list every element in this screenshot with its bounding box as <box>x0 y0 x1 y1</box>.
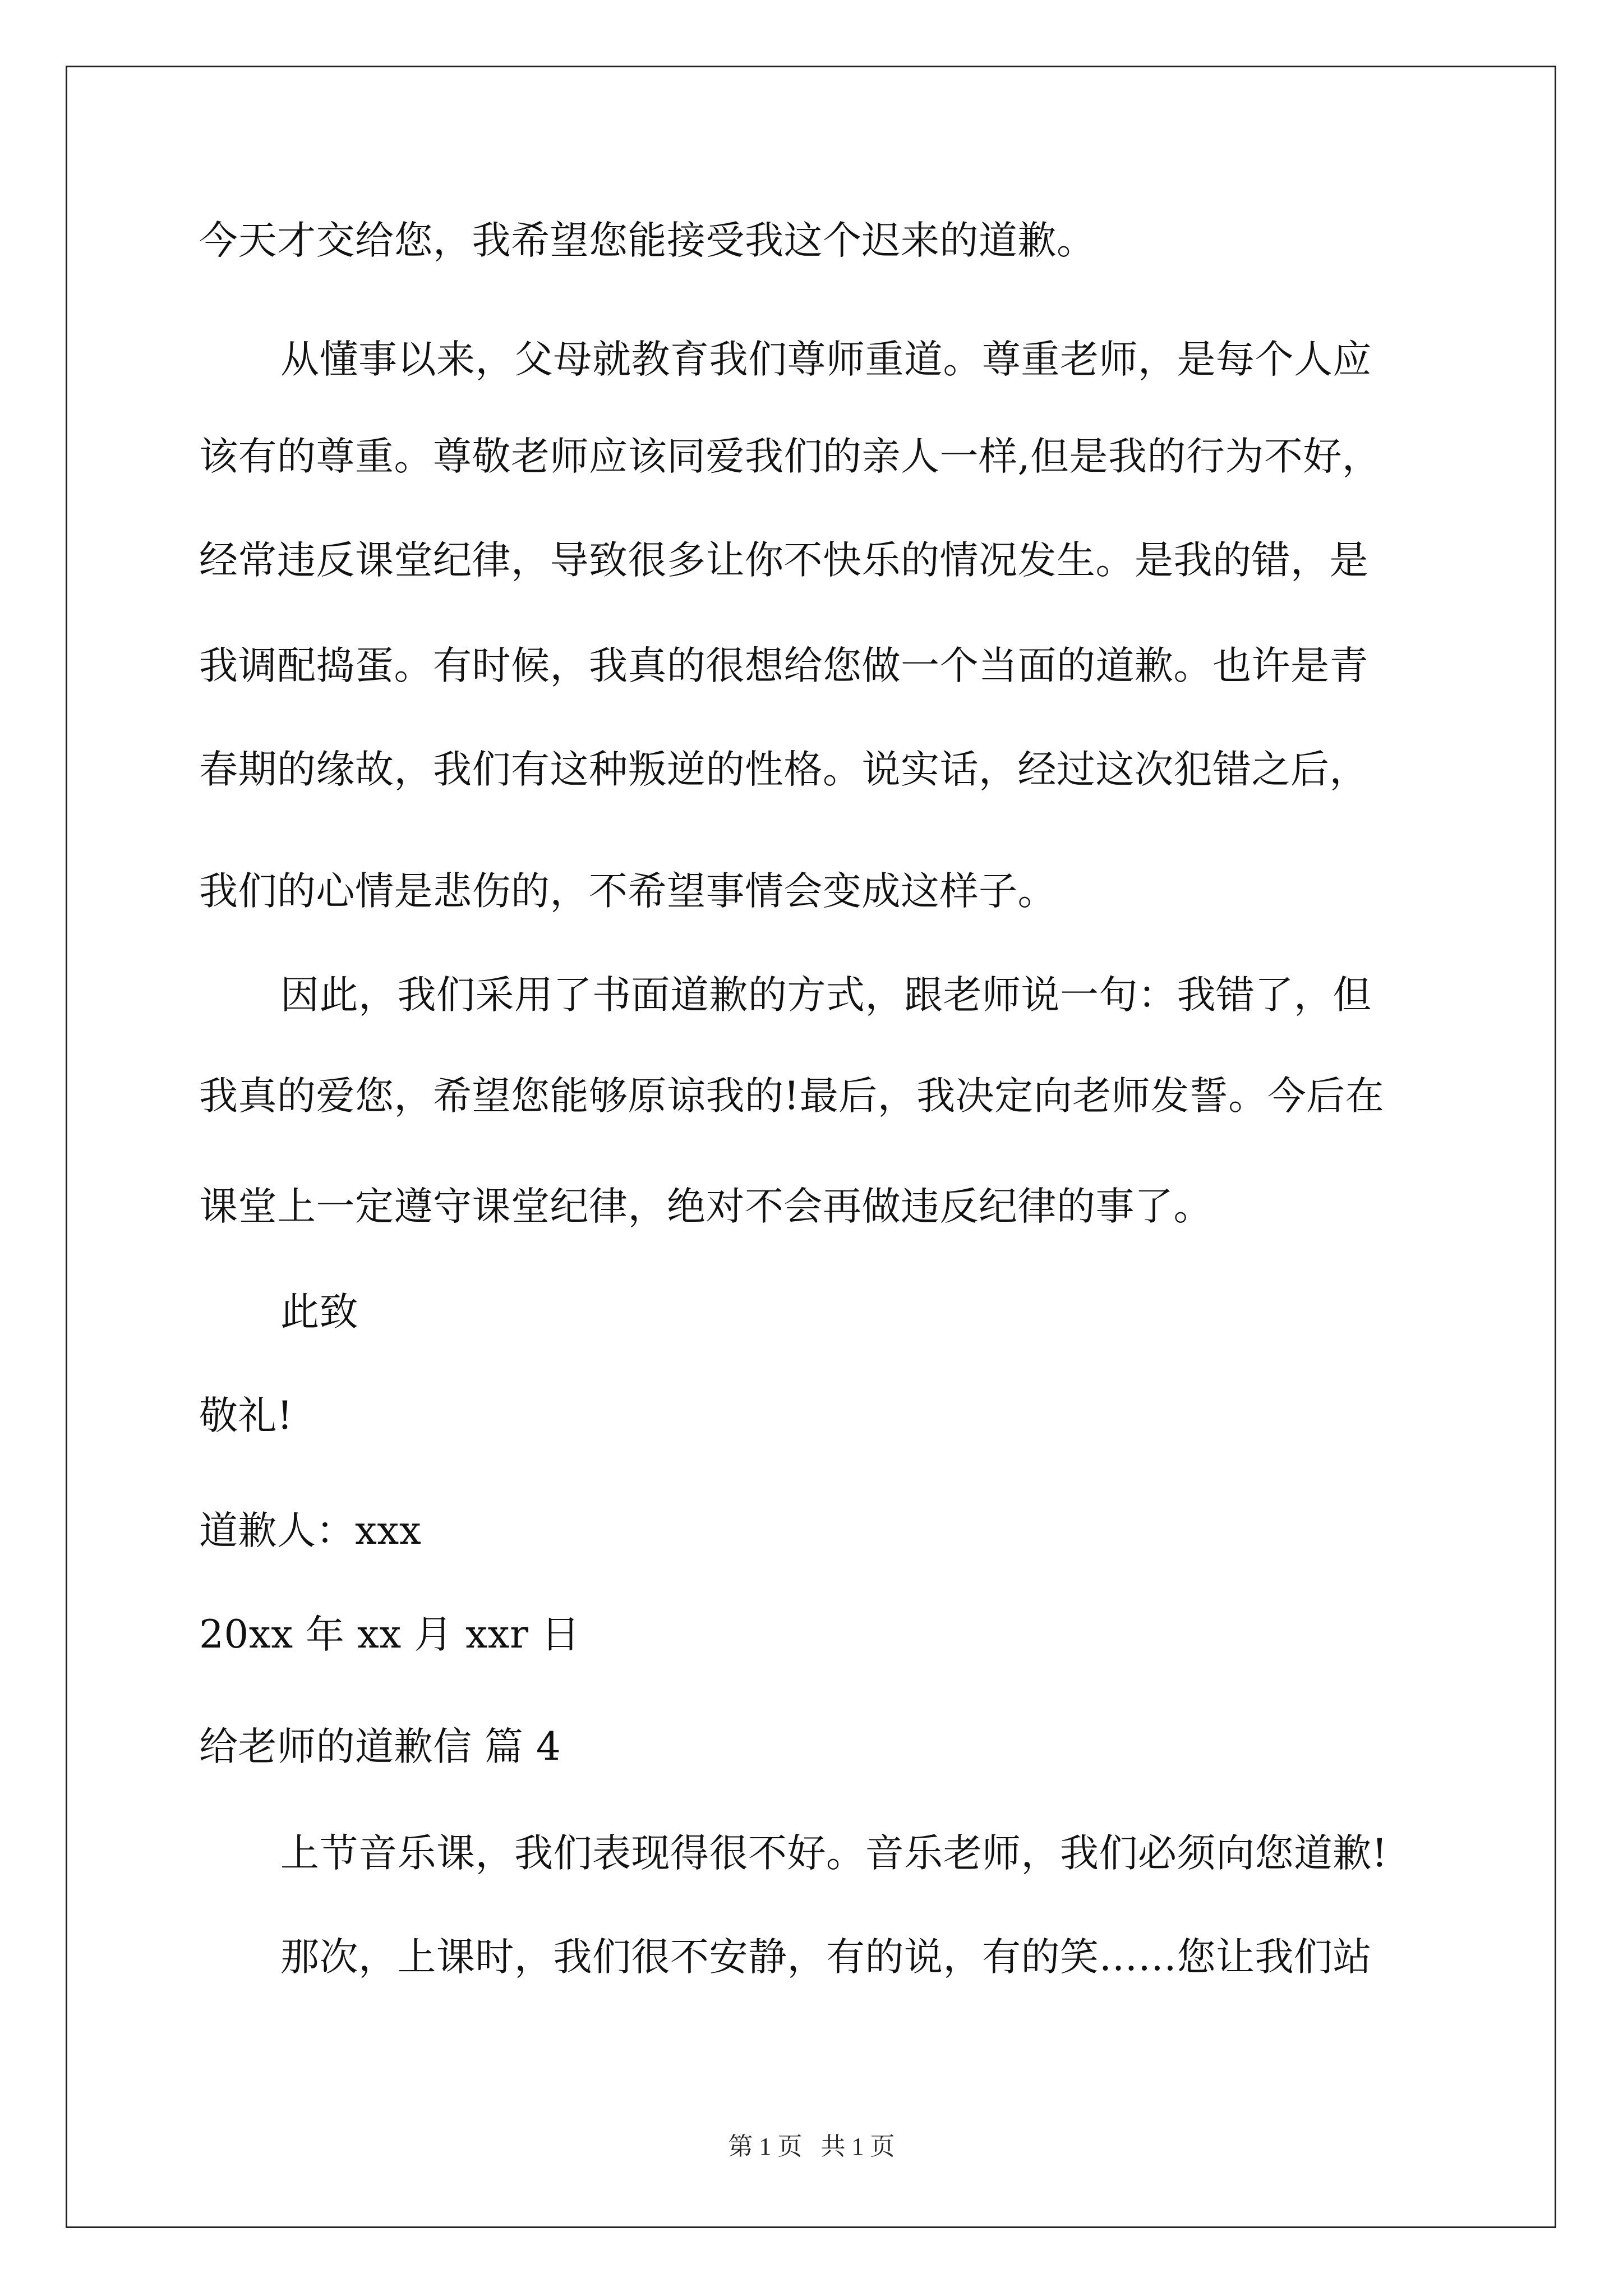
text-line: 从懂事以来，父母就教育我们尊师重道。尊重老师，是每个人应 <box>280 337 1372 382</box>
page-number-footer: 第 1 页 共 1 页 <box>728 2133 895 2160</box>
text-line: 今天才交给您，我希望您能接受我这个迟来的道歉。 <box>199 218 1096 263</box>
text-line: 因此，我们采用了书面道歉的方式，跟老师说一句：我错了，但 <box>280 973 1372 1018</box>
text-line: 那次，上课时，我们很不安静，有的说，有的笑……您让我们站 <box>280 1935 1372 1980</box>
page-border <box>66 66 1556 2228</box>
text-line: 上节音乐课，我们表现得很不好。音乐老师，我们必须向您道歉! <box>280 1831 1388 1876</box>
text-line: 经常违反课堂纪律，导致很多让你不快乐的情况发生。是我的错，是 <box>199 538 1368 583</box>
signature-line: 道歉人：xxx <box>199 1508 422 1553</box>
text-line: 我调配捣蛋。有时候，我真的很想给您做一个当面的道歉。也许是青 <box>199 643 1368 688</box>
closing-regards: 敬礼! <box>199 1393 293 1438</box>
date-line: 20xx 年 xx 月 xxr 日 <box>199 1612 580 1657</box>
text-line: 我真的爱您，希望您能够原谅我的!最后，我决定向老师发誓。今后在 <box>199 1074 1385 1119</box>
text-line: 春期的缘故，我们有这种叛逆的性格。说实话，经过这次犯错之后， <box>199 747 1368 792</box>
section-heading: 给老师的道歉信 篇 4 <box>199 1724 561 1769</box>
closing-salutation: 此致 <box>280 1290 358 1335</box>
text-line: 我们的心情是悲伤的，不希望事情会变成这样子。 <box>199 869 1057 914</box>
text-line: 课堂上一定遵守课堂纪律，绝对不会再做违反纪律的事了。 <box>199 1184 1212 1229</box>
text-line: 该有的尊重。尊敬老师应该同爱我们的亲人一样,但是我的行为不好， <box>199 434 1381 479</box>
